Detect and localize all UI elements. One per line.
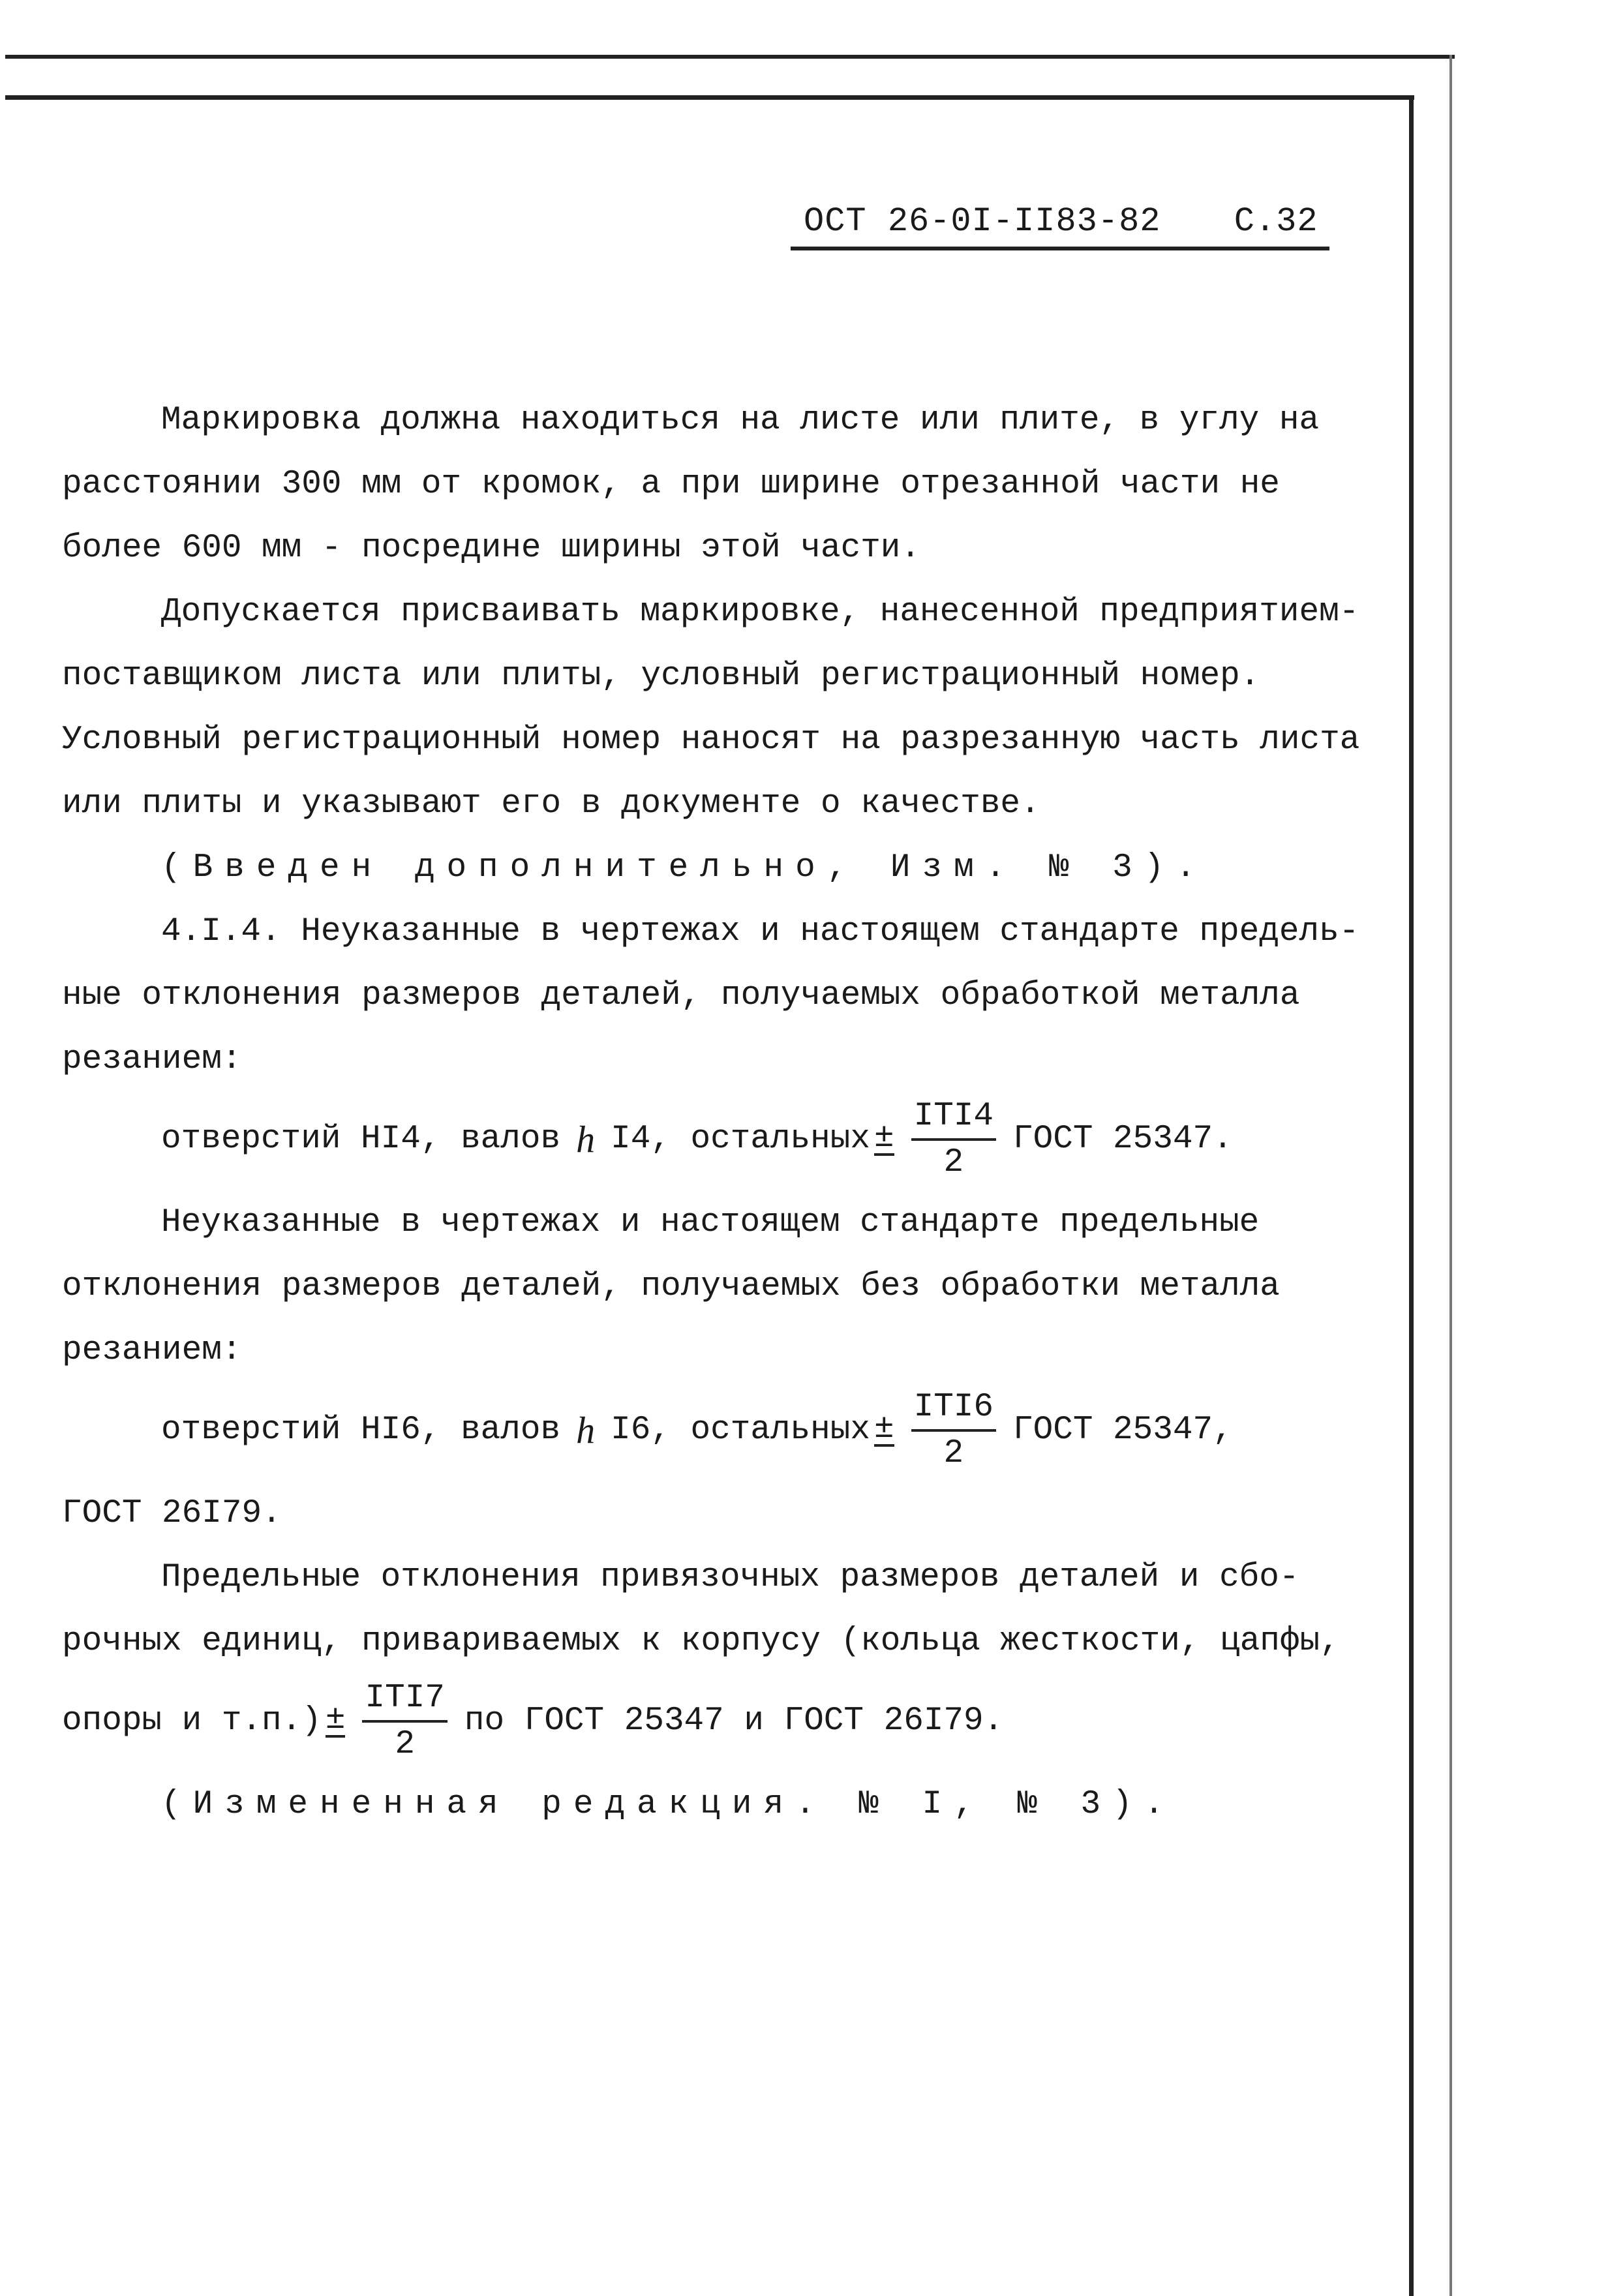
- plus-minus-sign: ±: [325, 1701, 346, 1739]
- text-line: Допускается присваивать маркировке, нанесенной предприятием-: [161, 594, 1359, 631]
- formula-h-symbol: h: [576, 1409, 596, 1451]
- fraction-denominator: 2: [395, 1726, 415, 1763]
- text-line: отклонения размеров деталей, получаемых без обработки металла: [62, 1268, 1280, 1305]
- text-line: Предельные отклонения привязочных размеров деталей и сбо-: [161, 1559, 1299, 1596]
- frame-line-right-inner: [1409, 95, 1414, 2296]
- standard-number: ОСТ 26-0I-II83-82: [804, 202, 1161, 241]
- plus-minus-sign: ±: [873, 1410, 894, 1448]
- frame-line-top-inner: [5, 95, 1414, 100]
- fraction: [911, 1391, 996, 1470]
- formula-text: опоры и т.п.): [62, 1702, 322, 1740]
- text-line: или плиты и указывают его в документе о качестве.: [62, 785, 1040, 823]
- fraction-numerator: ITI7: [362, 1682, 447, 1723]
- fraction-numerator: ITI6: [911, 1391, 996, 1432]
- formula-text: I4, остальных: [611, 1121, 870, 1158]
- fraction-numerator: ITI4: [911, 1100, 996, 1141]
- tolerance-formula-1: [62, 1100, 1367, 1179]
- formula-text: по ГОСТ 25347 и ГОСТ 26I79.: [464, 1702, 1004, 1740]
- fraction: [911, 1100, 996, 1179]
- fraction-denominator: 2: [943, 1144, 964, 1181]
- text-line: резанием:: [62, 1041, 242, 1078]
- text-line: Условный регистрационный номер наносят на разрезанную часть листа: [62, 721, 1360, 759]
- formula-text: I6, остальных: [611, 1412, 870, 1449]
- fraction: [362, 1682, 447, 1761]
- tolerance-formula-3: [62, 1682, 1367, 1761]
- page-number: С.32: [1234, 202, 1318, 241]
- text-line: рочных единиц, привариваемых к корпусу (кольца жесткости, цапфы,: [62, 1623, 1340, 1660]
- text-line: Маркировка должна находиться на листе или плите, в углу на: [161, 402, 1320, 439]
- formula-h-symbol: h: [576, 1118, 596, 1160]
- text-line: поставщиком листа или плиты, условный регистрационный номер.: [62, 657, 1260, 695]
- formula-text: ГОСТ 25347.: [1013, 1121, 1233, 1158]
- formula-text: отверстий HI4, валов: [161, 1121, 561, 1158]
- text-line: расстоянии 300 мм от кромок, а при ширине отрезанной части не: [62, 466, 1280, 503]
- document-body: [62, 389, 1367, 1837]
- formula-text: ГОСТ 25347,: [1013, 1412, 1233, 1449]
- text-line: резанием:: [62, 1332, 242, 1369]
- clause-heading: 4.I.4. Неуказанные в чертежах и настоящем стандарте предель-: [161, 913, 1359, 950]
- fraction-denominator: 2: [943, 1435, 964, 1472]
- text-line: более 600 мм - посредине ширины этой части.: [62, 530, 921, 567]
- amendment-note: (Измененная редакция. № I, № 3).: [161, 1786, 1176, 1823]
- formula-text: отверстий HI6, валов: [161, 1412, 561, 1449]
- text-line: ГОСТ 26I79.: [62, 1495, 282, 1532]
- text-line: ные отклонения размеров деталей, получаемых обработкой металла: [62, 977, 1300, 1014]
- header-underline: [791, 247, 1329, 250]
- tolerance-formula-2: [62, 1391, 1367, 1470]
- page-header: [804, 202, 1318, 241]
- frame-line-right-outer: [1449, 55, 1452, 2296]
- frame-line-top-outer: [5, 55, 1455, 59]
- amendment-note: (Введен дополнительно, Изм. № 3).: [161, 849, 1207, 886]
- text-line: Неуказанные в чертежах и настоящем стандарте предельные: [161, 1204, 1260, 1241]
- plus-minus-sign: ±: [873, 1119, 894, 1157]
